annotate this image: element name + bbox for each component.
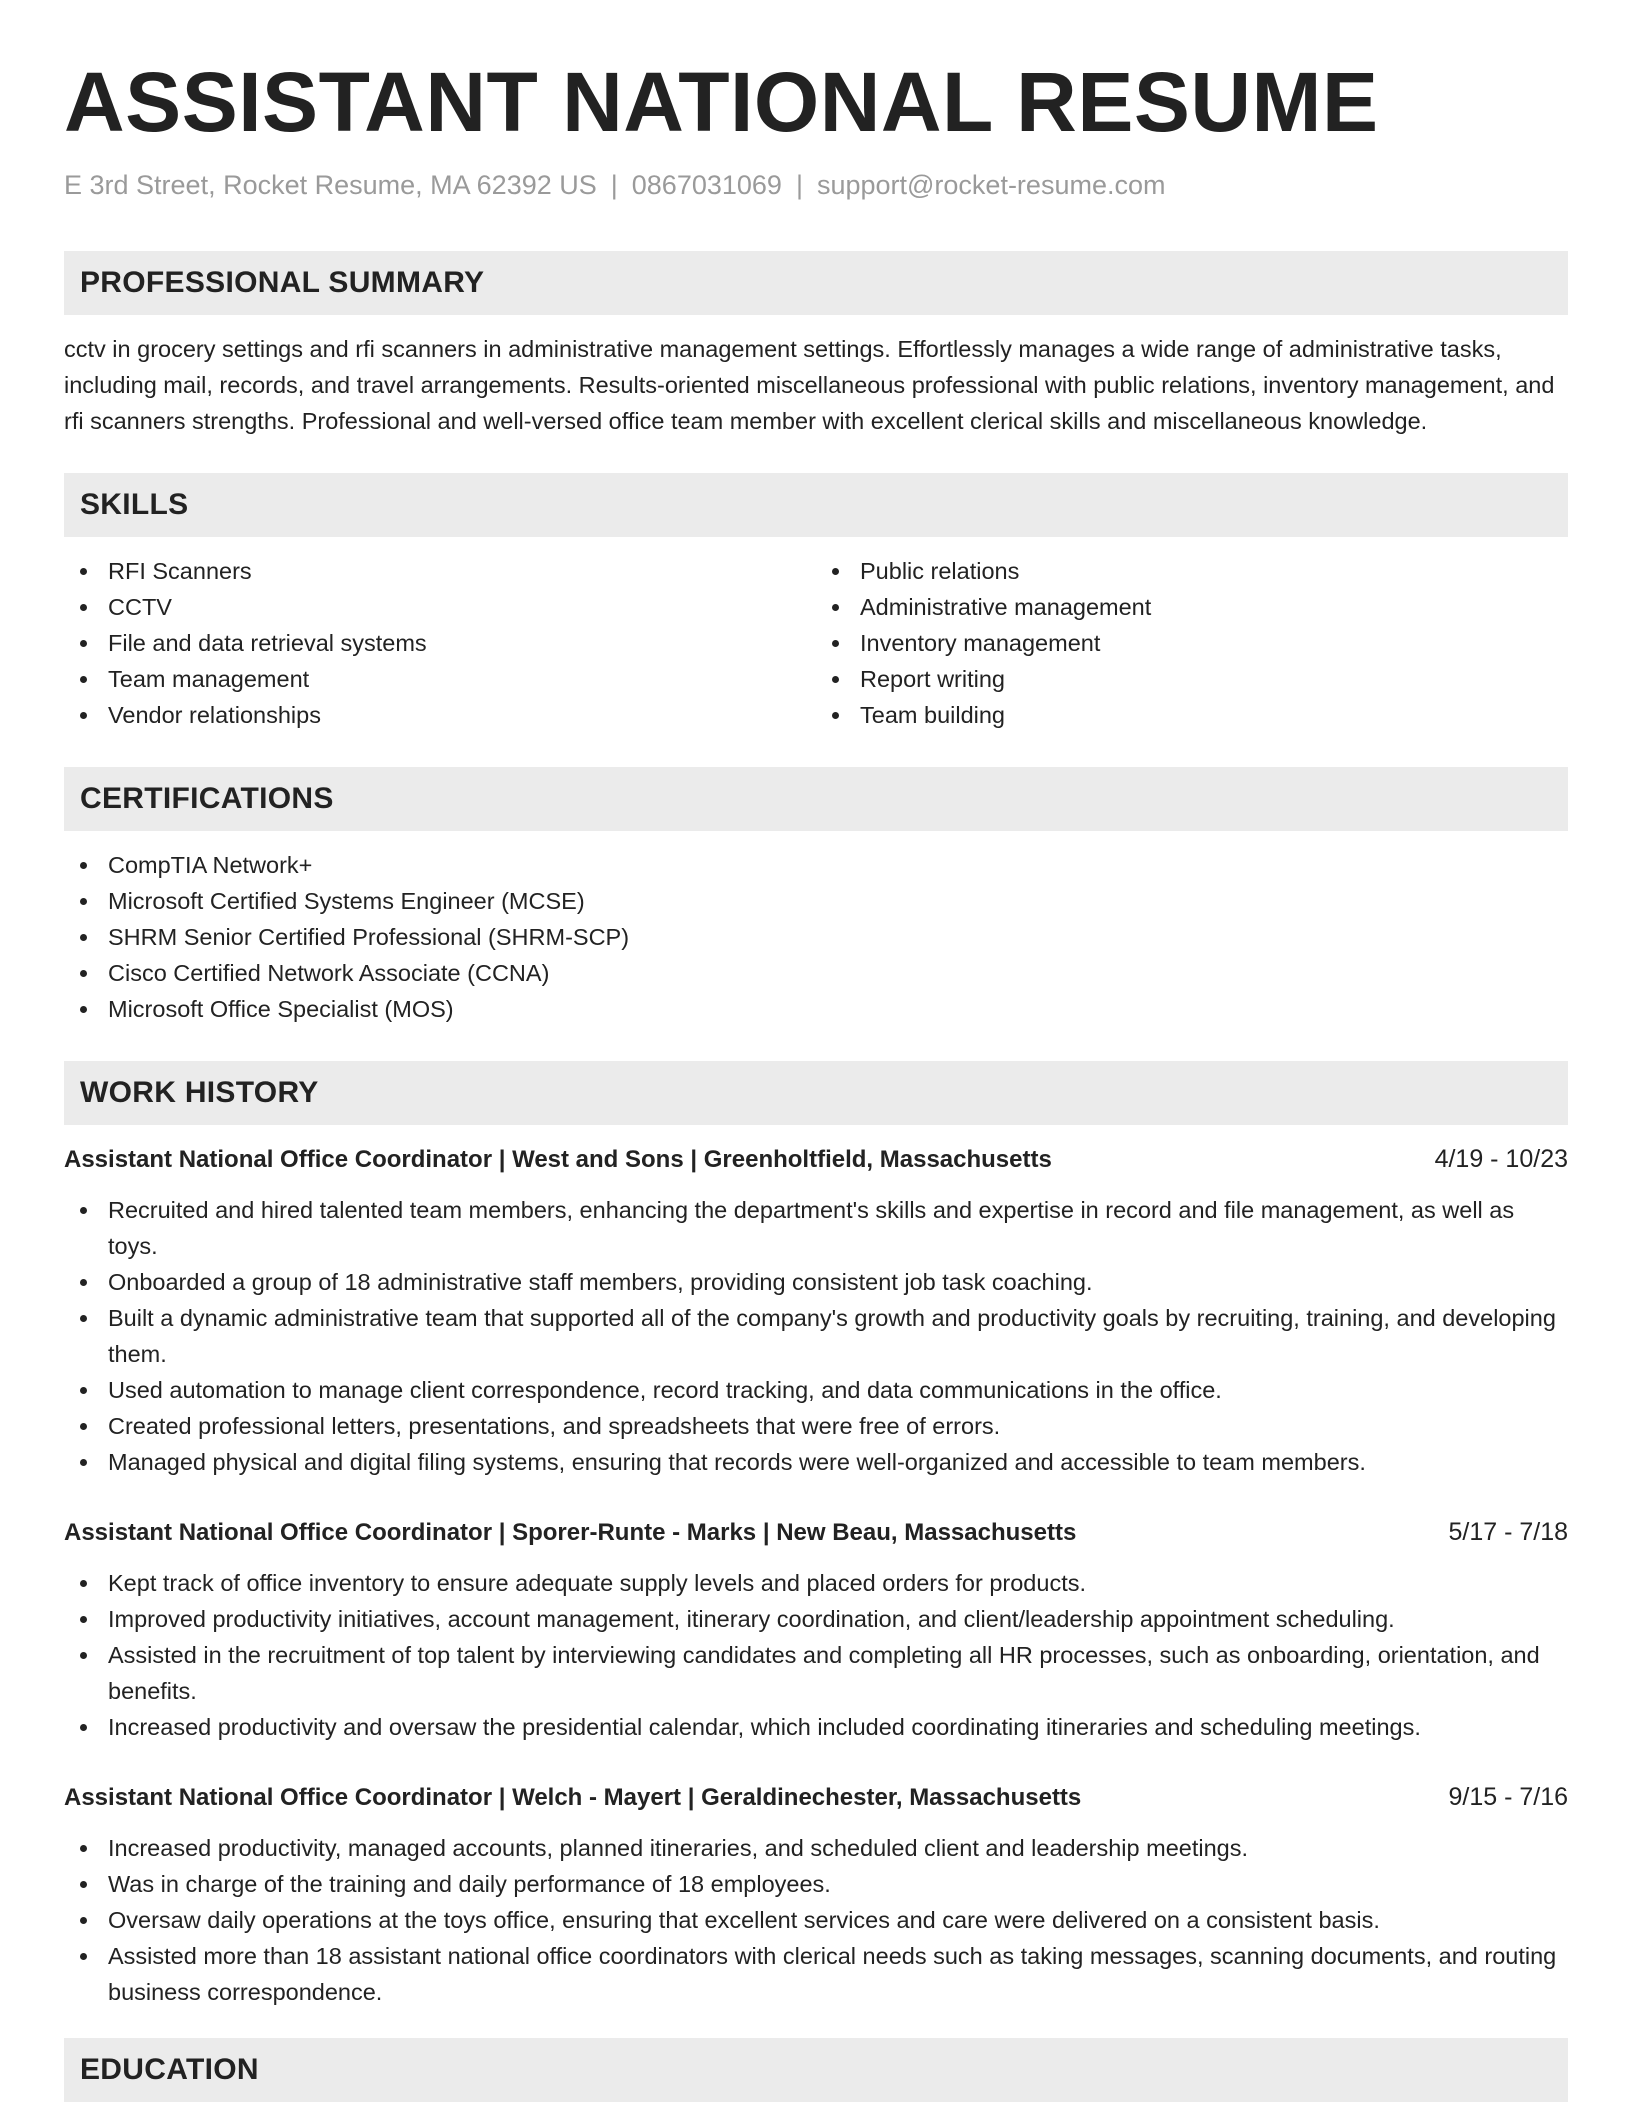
job-entry xyxy=(64,1514,1568,1745)
contact-separator: | xyxy=(795,170,803,201)
job-bullet: Assisted more than 18 assistant national office coordinators with clerical needs such as taking messages, scanning documents, and routing business correspondence. xyxy=(64,1938,1568,2010)
job-title: Assistant National Office Coordinator | West and Sons | Greenholtfield, Massachusetts xyxy=(64,1146,1052,1174)
skill-item: Public relations xyxy=(816,553,1568,589)
job-bullet: Improved productivity initiatives, account management, itinerary coordination, and client/leadership appointment scheduling. xyxy=(64,1601,1568,1637)
job-entry xyxy=(64,1779,1568,2010)
contact-separator: | xyxy=(610,170,618,201)
job-header xyxy=(64,1514,1568,1551)
contact-address: E 3rd Street, Rocket Resume, MA 62392 US xyxy=(64,170,597,201)
skill-item: Administrative management xyxy=(816,589,1568,625)
job-title: Assistant National Office Coordinator | Sporer-Runte - Marks | New Beau, Massachusetts xyxy=(64,1519,1077,1547)
section-heading-skills: SKILLS xyxy=(64,473,1568,537)
certification-item: SHRM Senior Certified Professional (SHRM-SCP) xyxy=(64,919,1568,955)
skill-item: RFI Scanners xyxy=(64,553,816,589)
skill-item: CCTV xyxy=(64,589,816,625)
job-dates: 5/17 - 7/18 xyxy=(1448,1518,1568,1547)
skill-item: Team building xyxy=(816,697,1568,733)
job-bullet: Created professional letters, presentations, and spreadsheets that were free of errors. xyxy=(64,1408,1568,1444)
contact-email: support@rocket-resume.com xyxy=(816,170,1166,201)
section-heading-work-history: WORK HISTORY xyxy=(64,1061,1568,1125)
job-header xyxy=(64,1141,1568,1178)
certification-item: Cisco Certified Network Associate (CCNA) xyxy=(64,955,1568,991)
section-heading-summary: PROFESSIONAL SUMMARY xyxy=(64,251,1568,315)
certifications-list xyxy=(64,847,1568,1027)
certification-item: Microsoft Certified Systems Engineer (MCSE) xyxy=(64,883,1568,919)
skill-item: Inventory management xyxy=(816,625,1568,661)
job-bullet: Recruited and hired talented team members, enhancing the department's skills and expertise in record and file management, as well as toys. xyxy=(64,1192,1568,1264)
resume-name: ASSISTANT NATIONAL RESUME xyxy=(64,55,1379,149)
job-header xyxy=(64,1779,1568,1816)
certification-item: CompTIA Network+ xyxy=(64,847,1568,883)
job-bullet: Used automation to manage client correspondence, record tracking, and data communications in the office. xyxy=(64,1372,1568,1408)
job-bullet: Was in charge of the training and daily performance of 18 employees. xyxy=(64,1866,1568,1902)
skill-item: Report writing xyxy=(816,661,1568,697)
job-bullet: Oversaw daily operations at the toys office, ensuring that excellent services and care were delivered on a consistent basis. xyxy=(64,1902,1568,1938)
skill-item: Team management xyxy=(64,661,816,697)
skills-column-left xyxy=(64,553,816,733)
skill-item: File and data retrieval systems xyxy=(64,625,816,661)
skills-list xyxy=(64,553,1568,733)
job-bullet: Built a dynamic administrative team that supported all of the company's growth and productivity goals by recruiting, training, and developing them. xyxy=(64,1300,1568,1372)
job-bullet: Increased productivity and oversaw the presidential calendar, which included coordinating itineraries and scheduling meetings. xyxy=(64,1709,1568,1745)
certification-item: Microsoft Office Specialist (MOS) xyxy=(64,991,1568,1027)
job-bullet: Onboarded a group of 18 administrative staff members, providing consistent job task coaching. xyxy=(64,1264,1568,1300)
job-bullet: Increased productivity, managed accounts, planned itineraries, and scheduled client and leadership meetings. xyxy=(64,1830,1568,1866)
job-bullet: Kept track of office inventory to ensure adequate supply levels and placed orders for products. xyxy=(64,1565,1568,1601)
job-bullet: Assisted in the recruitment of top talent by interviewing candidates and completing all HR processes, such as onboarding, orientation, and benefits. xyxy=(64,1637,1568,1709)
contact-phone: 0867031069 xyxy=(631,170,782,201)
section-heading-certifications: CERTIFICATIONS xyxy=(64,767,1568,831)
summary-text: cctv in grocery settings and rfi scanners in administrative management settings. Effortlessly manages a wide range of administrative tasks, including mail, records, and travel arrangements. Results-oriented miscellaneous professional with public relations, inventory management, and rfi scanners strengths. Professional and well-versed office team member with excellent clerical skills and miscellaneous knowledge. xyxy=(64,336,1555,435)
job-title: Assistant National Office Coordinator | Welch - Mayert | Geraldinechester, Massachusetts xyxy=(64,1784,1082,1812)
job-bullets xyxy=(64,1192,1568,1480)
job-bullets xyxy=(64,1830,1568,2010)
job-bullet: Managed physical and digital filing systems, ensuring that records were well-organized and accessible to team members. xyxy=(64,1444,1568,1480)
skill-item: Vendor relationships xyxy=(64,697,816,733)
job-bullets xyxy=(64,1565,1568,1745)
skills-column-right xyxy=(816,553,1568,733)
job-dates: 9/15 - 7/16 xyxy=(1448,1783,1568,1812)
contact-line xyxy=(64,168,1568,203)
job-entry xyxy=(64,1141,1568,1480)
section-heading-education: EDUCATION xyxy=(64,2038,1568,2102)
job-dates: 4/19 - 10/23 xyxy=(1434,1145,1568,1174)
